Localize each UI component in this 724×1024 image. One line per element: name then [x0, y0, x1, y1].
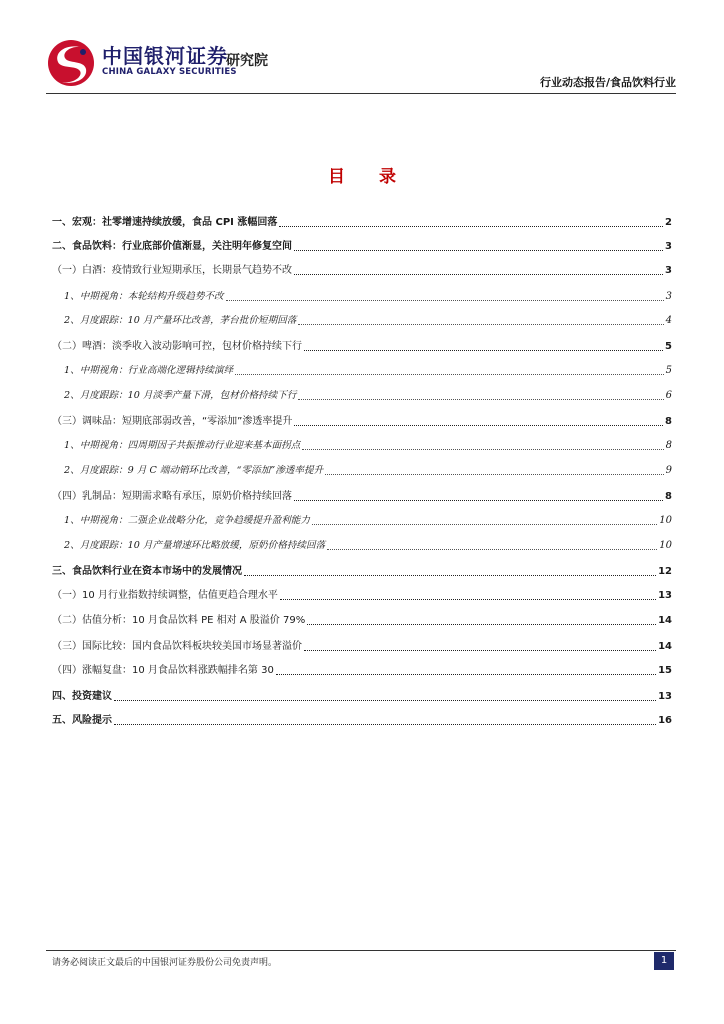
toc-entry-page: 6: [665, 390, 672, 401]
toc-dot-leader: [312, 524, 657, 525]
toc-entry-label: 2、月度跟踪：10 月淡季产量下滑，包材价格持续下行: [64, 390, 297, 401]
brand-name-cn: 中国银河证券: [102, 44, 228, 68]
toc-entry-page: 4: [665, 315, 672, 326]
toc-entry-label: （二）啤酒：淡季收入波动影响可控，包材价格持续下行: [52, 341, 302, 352]
toc-dot-leader: [279, 226, 663, 227]
toc-dot-leader: [114, 700, 656, 701]
toc-dot-leader: [114, 724, 656, 725]
toc-entry-page: 14: [658, 641, 672, 652]
toc-entry-page: 15: [658, 665, 672, 676]
toc-dot-leader: [327, 549, 657, 550]
toc-dot-leader: [226, 300, 664, 301]
toc-entry[interactable]: [52, 636, 672, 654]
toc-entry-page: 13: [658, 590, 672, 601]
footer-disclaimer: 请务必阅读正文最后的中国银河证券股份公司免责声明。: [52, 958, 278, 968]
toc-entry[interactable]: [52, 310, 672, 328]
toc-entry[interactable]: [52, 486, 672, 504]
toc-dot-leader: [294, 274, 663, 275]
toc-entry[interactable]: [52, 212, 672, 230]
report-type: 行业动态报告/食品饮料行业: [539, 76, 676, 89]
toc-entry-page: 10: [659, 540, 672, 551]
toc-entry-page: 2: [665, 217, 672, 228]
toc-dot-leader: [276, 674, 656, 675]
toc-entry-page: 12: [658, 566, 672, 577]
toc-dot-leader: [294, 250, 663, 251]
toc-dot-leader: [235, 374, 663, 375]
toc-entry-page: 8: [665, 491, 672, 502]
toc-entry[interactable]: [52, 435, 672, 453]
toc-entry[interactable]: [52, 411, 672, 429]
toc-entry-label: （一）白酒：疫情致行业短期承压，长期景气趋势不改: [52, 265, 292, 276]
toc-entry-page: 14: [658, 615, 672, 626]
brand-name-en: CHINA GALAXY SECURITIES: [102, 67, 237, 77]
toc-dot-leader: [307, 624, 656, 625]
toc-entry[interactable]: [52, 585, 672, 603]
toc-entry-page: 13: [658, 691, 672, 702]
toc-entry-label: （一）10 月行业指数持续调整，估值更趋合理水平: [52, 590, 278, 601]
toc-entry-label: （四）涨幅复盘：10 月食品饮料涨跌幅排名第 30: [52, 665, 274, 676]
toc-dot-leader: [304, 650, 656, 651]
toc-entry[interactable]: [52, 236, 672, 254]
toc-entry-label: 2、月度跟踪：9 月 C 端动销环比改善，“零添加”渗透率提升: [64, 465, 324, 476]
toc-entry-label: （二）估值分析：10 月食品饮料 PE 相对 A 股溢价 79%: [52, 615, 306, 626]
toc-dot-leader: [302, 449, 663, 450]
toc-entry-page: 16: [658, 715, 672, 726]
toc-entry-label: 二、食品饮料：行业底部价值渐显，关注明年修复空间: [52, 241, 292, 252]
page-number: 1: [654, 952, 674, 970]
toc-entry-label: 2、月度跟踪：10 月产量增速环比略放缓，原奶价格持续回落: [64, 540, 326, 551]
page-header: [46, 38, 676, 96]
header-divider: [46, 93, 676, 94]
toc-entry-page: 3: [665, 265, 672, 276]
toc-entry[interactable]: [52, 710, 672, 728]
brand-subtitle: 研究院: [226, 53, 268, 69]
footer-divider: [46, 950, 676, 951]
toc-dot-leader: [325, 474, 663, 475]
toc-entry[interactable]: [52, 535, 672, 553]
toc-entry[interactable]: [52, 660, 672, 678]
galaxy-logo-icon: [46, 38, 96, 88]
toc-entry-label: 五、风险提示: [52, 715, 112, 726]
toc-entry-label: 四、投资建议: [52, 691, 112, 702]
toc-dot-leader: [294, 425, 663, 426]
toc-entry[interactable]: [52, 336, 672, 354]
toc-entry[interactable]: [52, 385, 672, 403]
toc-entry-label: 一、宏观：社零增速持续放缓，食品 CPI 涨幅回落: [52, 217, 278, 228]
toc-entry-page: 8: [665, 440, 672, 451]
toc-entry-label: （三）国际比较：国内食品饮料板块较美国市场显著溢价: [52, 641, 302, 652]
toc-entry-label: 1、中期视角：行业高端化逻辑持续演绎: [64, 365, 234, 376]
toc-dot-leader: [298, 324, 663, 325]
toc-entry-label: 三、食品饮料行业在资本市场中的发展情况: [52, 566, 242, 577]
toc-entry-label: 1、中期视角：四周期因子共振推动行业迎来基本面拐点: [64, 440, 301, 451]
toc-title: 目 录: [328, 167, 410, 187]
toc-entry[interactable]: [52, 561, 672, 579]
toc-entry-label: （三）调味品：短期底部弱改善，“零添加”渗透率提升: [52, 416, 293, 427]
toc-entry[interactable]: [52, 686, 672, 704]
toc-entry[interactable]: [52, 460, 672, 478]
toc-entry-page: 5: [665, 341, 672, 352]
toc-entry-label: 2、月度跟踪：10 月产量环比改善，茅台批价短期回落: [64, 315, 297, 326]
toc-entry[interactable]: [52, 260, 672, 278]
toc-entry[interactable]: [52, 510, 672, 528]
toc-entry-label: 1、中期视角：本轮结构升级趋势不改: [64, 291, 224, 302]
toc-dot-leader: [298, 399, 663, 400]
toc-dot-leader: [304, 350, 663, 351]
toc-entry[interactable]: [52, 360, 672, 378]
toc-entry-label: 1、中期视角：二强企业战略分化，竞争趋缓提升盈利能力: [64, 515, 310, 526]
toc-dot-leader: [294, 500, 663, 501]
toc-entry-page: 3: [665, 241, 672, 252]
toc-dot-leader: [244, 575, 656, 576]
toc-entry[interactable]: [52, 286, 672, 304]
toc-entry[interactable]: [52, 610, 672, 628]
toc-entry-page: 3: [665, 291, 672, 302]
toc-entry-page: 8: [665, 416, 672, 427]
toc-entry-label: （四）乳制品：短期需求略有承压，原奶价格持续回落: [52, 491, 292, 502]
toc-dot-leader: [280, 599, 656, 600]
toc-entry-page: 10: [659, 515, 672, 526]
toc-entry-page: 9: [665, 465, 672, 476]
toc-entry-page: 5: [665, 365, 672, 376]
